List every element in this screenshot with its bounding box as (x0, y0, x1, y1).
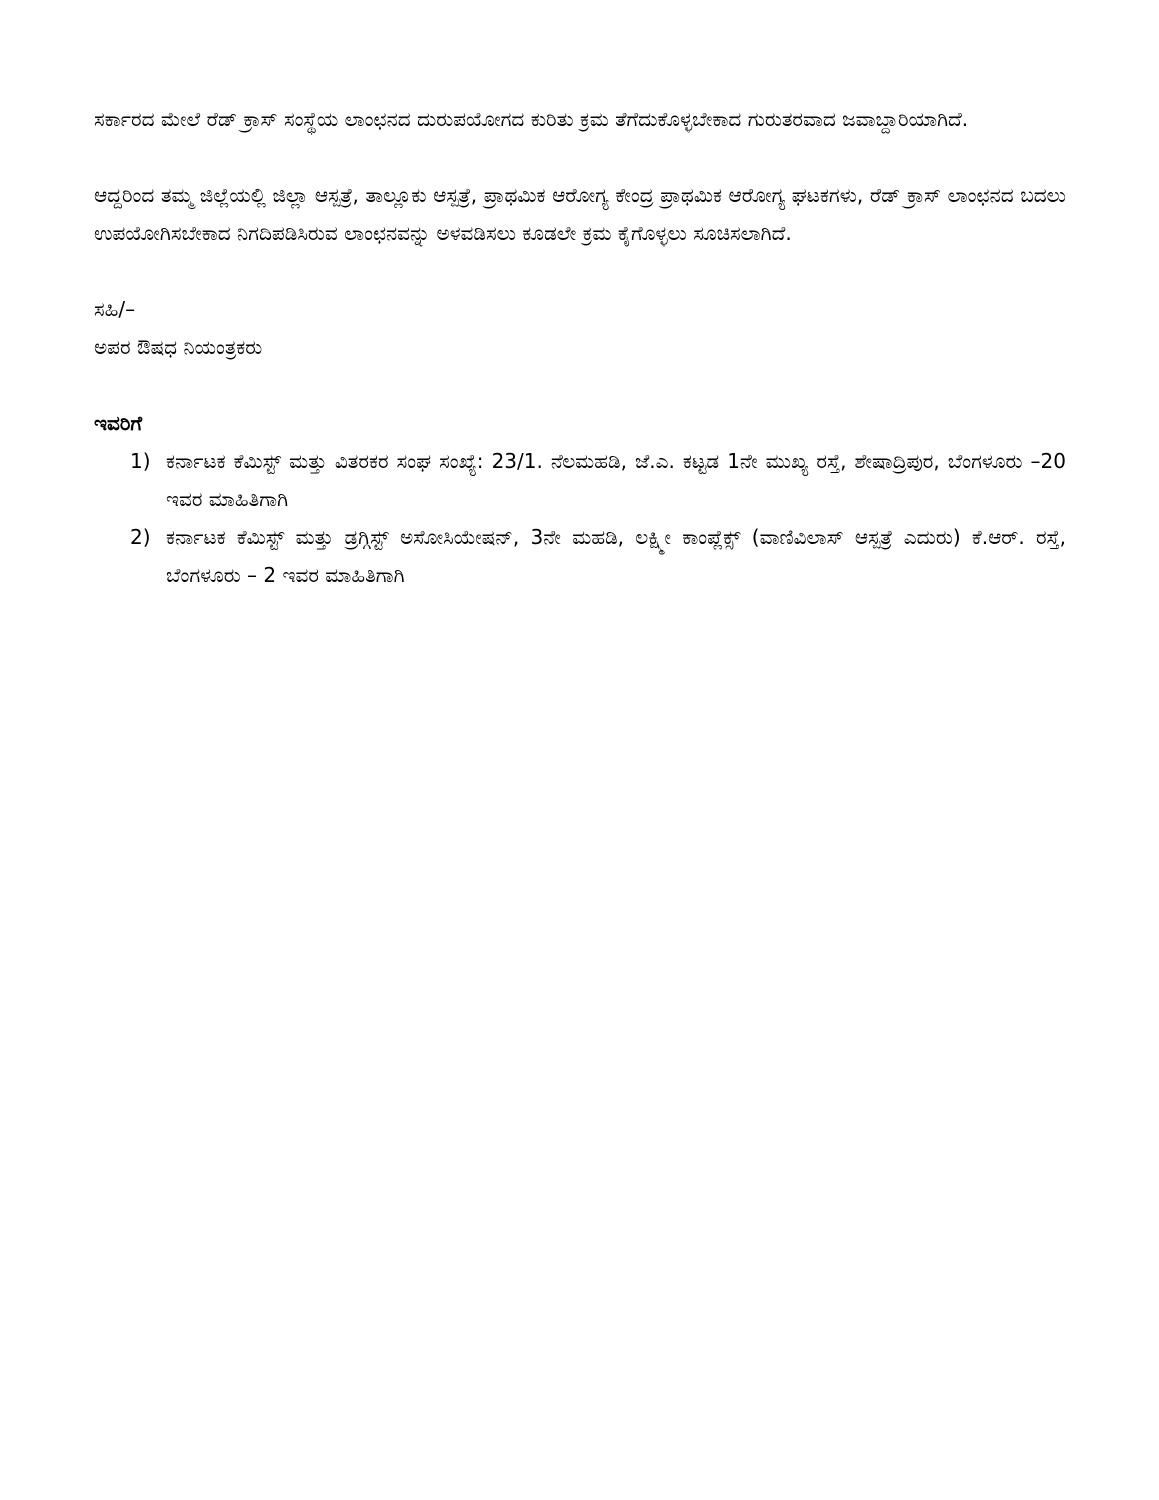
recipients-heading: ಇವರಿಗೆ (94, 411, 143, 435)
body-paragraph-1: ಸರ್ಕಾರದ ಮೇಲೆ ರೆಡ್ ಕ್ರಾಸ್ ಸಂಸ್ಥೆಯ ಲಾಂಛನದ ದುರುಪಯೋಗದ ಕುರಿತು ಕ್ರಮ ತೆಗೆದುಕೊಳ್ಳಬೇಕಾದ ಗುರುತರವಾದ ಜವಾಬ್ದಾರಿಯಾಗಿದೆ. (94, 107, 969, 131)
recipient-list (94, 442, 1066, 594)
recipient-item (94, 442, 1066, 518)
signature-mark: ಸಹಿ/– (94, 297, 136, 321)
recipient-number: 2) (130, 525, 151, 549)
recipient-text: ಕರ್ನಾಟಕ ಕೆಮಿಸ್ಟ್ ಮತ್ತು ಡ್ರಗ್ಗಿಸ್ಟ್ ಅಸೋಸಿಯೇಷನ್, 3ನೇ ಮಹಡಿ, ಲಕ್ಷ್ಮೀ ಕಾಂಪ್ಲೆಕ್ಸ್ (ವಾಣಿವಿಲಾಸ್ ಆಸ್ಪತ್ರೆ ಎದುರು) ಕೆ.ಆರ್. ರಸ್ತೆ, ಬೆಂಗಳೂರು – 2 ಇವರ ಮಾಹಿತಿಗಾಗಿ (166, 525, 1066, 587)
recipient-text: ಕರ್ನಾಟಕ ಕೆಮಿಸ್ಟ್ ಮತ್ತು ವಿತರಕರ ಸಂಘ ಸಂಖ್ಯೆ: 23/1. ನೆಲಮಹಡಿ, ಜೆ.ಎ. ಕಟ್ಟಡ 1ನೇ ಮುಖ್ಯ ರಸ್ತೆ, ಶೇಷಾದ್ರಿಪುರ, ಬೆಂಗಳೂರು –20 ಇವರ ಮಾಹಿತಿಗಾಗಿ (166, 449, 1066, 511)
recipient-number: 1) (130, 449, 151, 473)
body-paragraph-2: ಆದ್ದರಿಂದ ತಮ್ಮ ಜಿಲ್ಲೆಯಲ್ಲಿ ಜಿಲ್ಲಾ ಆಸ್ಪತ್ರೆ, ತಾಲ್ಲೂಕು ಆಸ್ಪತ್ರೆ, ಪ್ರಾಥಮಿಕ ಆರೋಗ್ಯ ಕೇಂದ್ರ ಪ್ರಾಥಮಿಕ ಆರೋಗ್ಯ ಘಟಕಗಳು, ರೆಡ್ ಕ್ರಾಸ್ ಲಾಂಛನದ ಬದಲು ಉಪಯೋಗಿಸಬೇಕಾದ ನಿಗದಿಪಡಿಸಿರುವ ಲಾಂಛನವನ್ನು ಅಳವಡಿಸಲು ಕೂಡಲೇ ಕ್ರಮ ಕೈಗೊಳ್ಳಲು ಸೂಚಿಸಲಾಗಿದೆ. (94, 183, 1066, 245)
signature-block (94, 290, 1066, 366)
signatory-designation: ಅಪರ ಔಷಧ ನಿಯಂತ್ರಕರು (94, 335, 263, 359)
document-page (94, 100, 1066, 594)
recipient-item (94, 518, 1066, 594)
